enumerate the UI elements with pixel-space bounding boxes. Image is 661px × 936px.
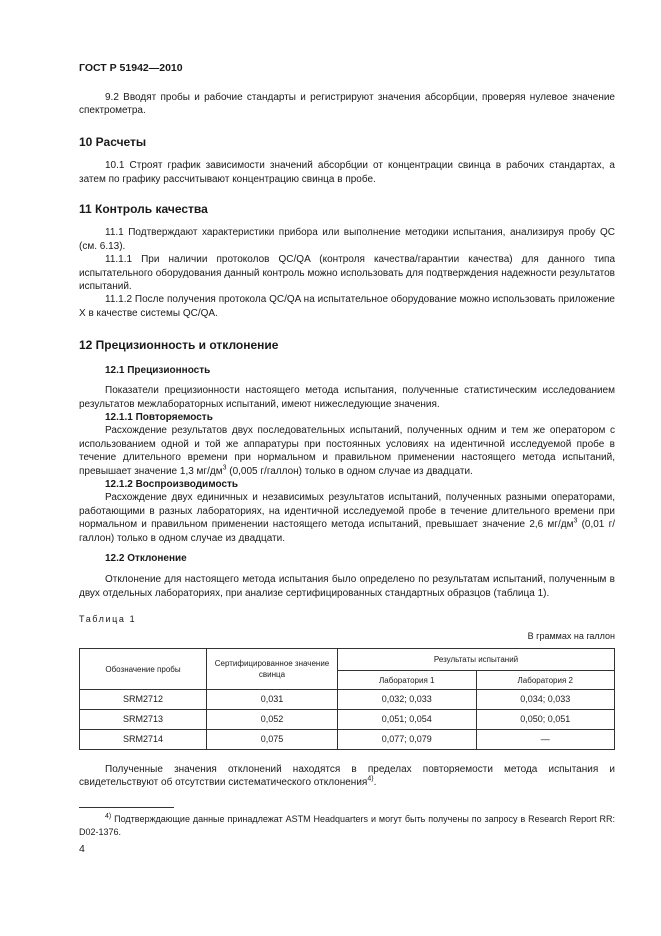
paragraph-12-1-1 <box>79 424 615 478</box>
header-certified: Сертифицированное значение свинца <box>207 649 338 690</box>
after-table-text: Полученные значения отклонений находятся в пределах повторяемости метода испытания и свидетельствуют об отсутствии систематического отклонения <box>79 764 615 789</box>
header-lab2: Лаборатория 2 <box>476 671 615 690</box>
table-units: В граммах на галлон <box>527 630 615 641</box>
page-number: 4 <box>79 843 85 855</box>
paragraph-11-1: 11.1 Подтверждают характеристики прибора или выполнение методики испытания, анализируя пробу QC (см. 6.13). <box>79 227 615 252</box>
cell-lab1: 0,051; 0,054 <box>338 710 477 730</box>
footnote <box>79 813 615 838</box>
paragraph-12-2: Отклонение для настоящего метода испытания было определено по результатам испытаний, полученным в двух отдельных лабораториях, при анализе сертифицированных стандартных образцов (таблица 1). <box>79 574 615 599</box>
table-row <box>80 710 615 730</box>
footnote-marker: 4) <box>105 813 112 820</box>
cell-lab2: 0,050; 0,051 <box>476 710 615 730</box>
cell-lab1: 0,032; 0,033 <box>338 690 477 710</box>
table-row <box>80 730 615 750</box>
subsection-12-1-1-heading: 12.1.1 Повторяемость <box>105 411 213 423</box>
results-table <box>79 648 615 750</box>
cell-lab1: 0,077; 0,079 <box>338 730 477 750</box>
table-row <box>80 690 615 710</box>
paragraph-10-1: 10.1 Строят график зависимости значений абсорбции от концентрации свинца в рабочих стандартах, а затем по графику рассчитывают концентрацию свинца в пробе. <box>79 160 615 185</box>
cell-sample: SRM2713 <box>80 710 207 730</box>
subsection-12-1-2-heading: 12.1.2 Воспроизводимость <box>105 478 239 490</box>
page-content <box>79 91 615 790</box>
paragraph-11-1-1: 11.1.1 При наличии протоколов QC/QA (контроля качества/гарантии качества) для данного типа испытательного оборудования данный контроль можно использовать для подтверждения надежности результатов испытаний. <box>79 254 615 293</box>
paragraph-12-1: Показатели прецизионности настоящего метода испытания, полученные статистическим исследованием результатов межлабораторных испытаний, имеют нижеследующие значения. <box>79 385 615 410</box>
header-results: Результаты испытаний <box>338 649 615 671</box>
cell-certified: 0,075 <box>207 730 338 750</box>
cell-lab2: — <box>476 730 615 750</box>
cell-sample: SRM2714 <box>80 730 207 750</box>
cell-lab2: 0,034; 0,033 <box>476 690 615 710</box>
paragraph-12-1-1-text-end: (0,005 г/галлон) только в одном случае из двадцати. <box>226 465 473 477</box>
subsection-12-2-heading: 12.2 Отклонение <box>105 552 187 564</box>
section-11-heading: 11 Контроль качества <box>79 202 208 217</box>
cell-certified: 0,031 <box>207 690 338 710</box>
header-lab1: Лаборатория 1 <box>338 671 477 690</box>
cell-certified: 0,052 <box>207 710 338 730</box>
paragraph-9-2: 9.2 Вводят пробы и рабочие стандарты и регистрируют значения абсорбции, проверяя нулевое значение спектрометра. <box>79 92 615 117</box>
document-header: ГОСТ Р 51942—2010 <box>79 62 183 74</box>
section-12-heading: 12 Прецизионность и отклонение <box>79 338 279 353</box>
after-table-end: . <box>373 777 377 789</box>
paragraph-11-1-2: 11.1.2 После получения протокола QC/QA на испытательное оборудование можно использовать приложение X в качестве системы QC/QA. <box>79 294 615 319</box>
paragraph-12-1-2-text: Расхождение двух единичных и независимых результатов испытаний, полученных разными операторами, работающими в разных лабораториях, на идентичной исследуемой пробе в течение длительного времени при нормальном и правильном применении настоящего метода испытаний, превышает значение 2,6 мг/дм <box>79 492 615 531</box>
paragraph-after-table <box>79 763 615 790</box>
paragraph-12-1-2-text-end: (0,01 г/галлон) только в одном случае из двадцати. <box>79 519 616 544</box>
paragraph-12-1-1-text: Расхождение результатов двух последовательных испытаний, полученных одним и тем же оператором с использованием одной и той же аппаратуры при постоянных условиях на идентичной исследуемой пробе в течение длительного времени при нормальном и правильном применении настоящего метода испытаний, превышает значение 1,3 мг/дм <box>79 425 615 477</box>
footnote-text: Подтверждающие данные принадлежат ASTM Headquarters и могут быть получены по запросу в Research Report RR: D02-1376. <box>79 814 615 837</box>
table-caption: Таблица 1 <box>79 614 137 625</box>
header-sample: Обозначение пробы <box>80 649 207 690</box>
paragraph-12-1-2 <box>79 491 615 545</box>
unit-superscript: 3 <box>222 464 227 472</box>
footnote-divider <box>79 807 174 808</box>
subsection-12-1-heading: 12.1 Прецизионность <box>105 364 211 376</box>
unit-superscript: 3 <box>573 517 578 525</box>
footnote-reference: 4) <box>367 776 374 784</box>
cell-sample: SRM2712 <box>80 690 207 710</box>
section-10-heading: 10 Расчеты <box>79 134 147 149</box>
